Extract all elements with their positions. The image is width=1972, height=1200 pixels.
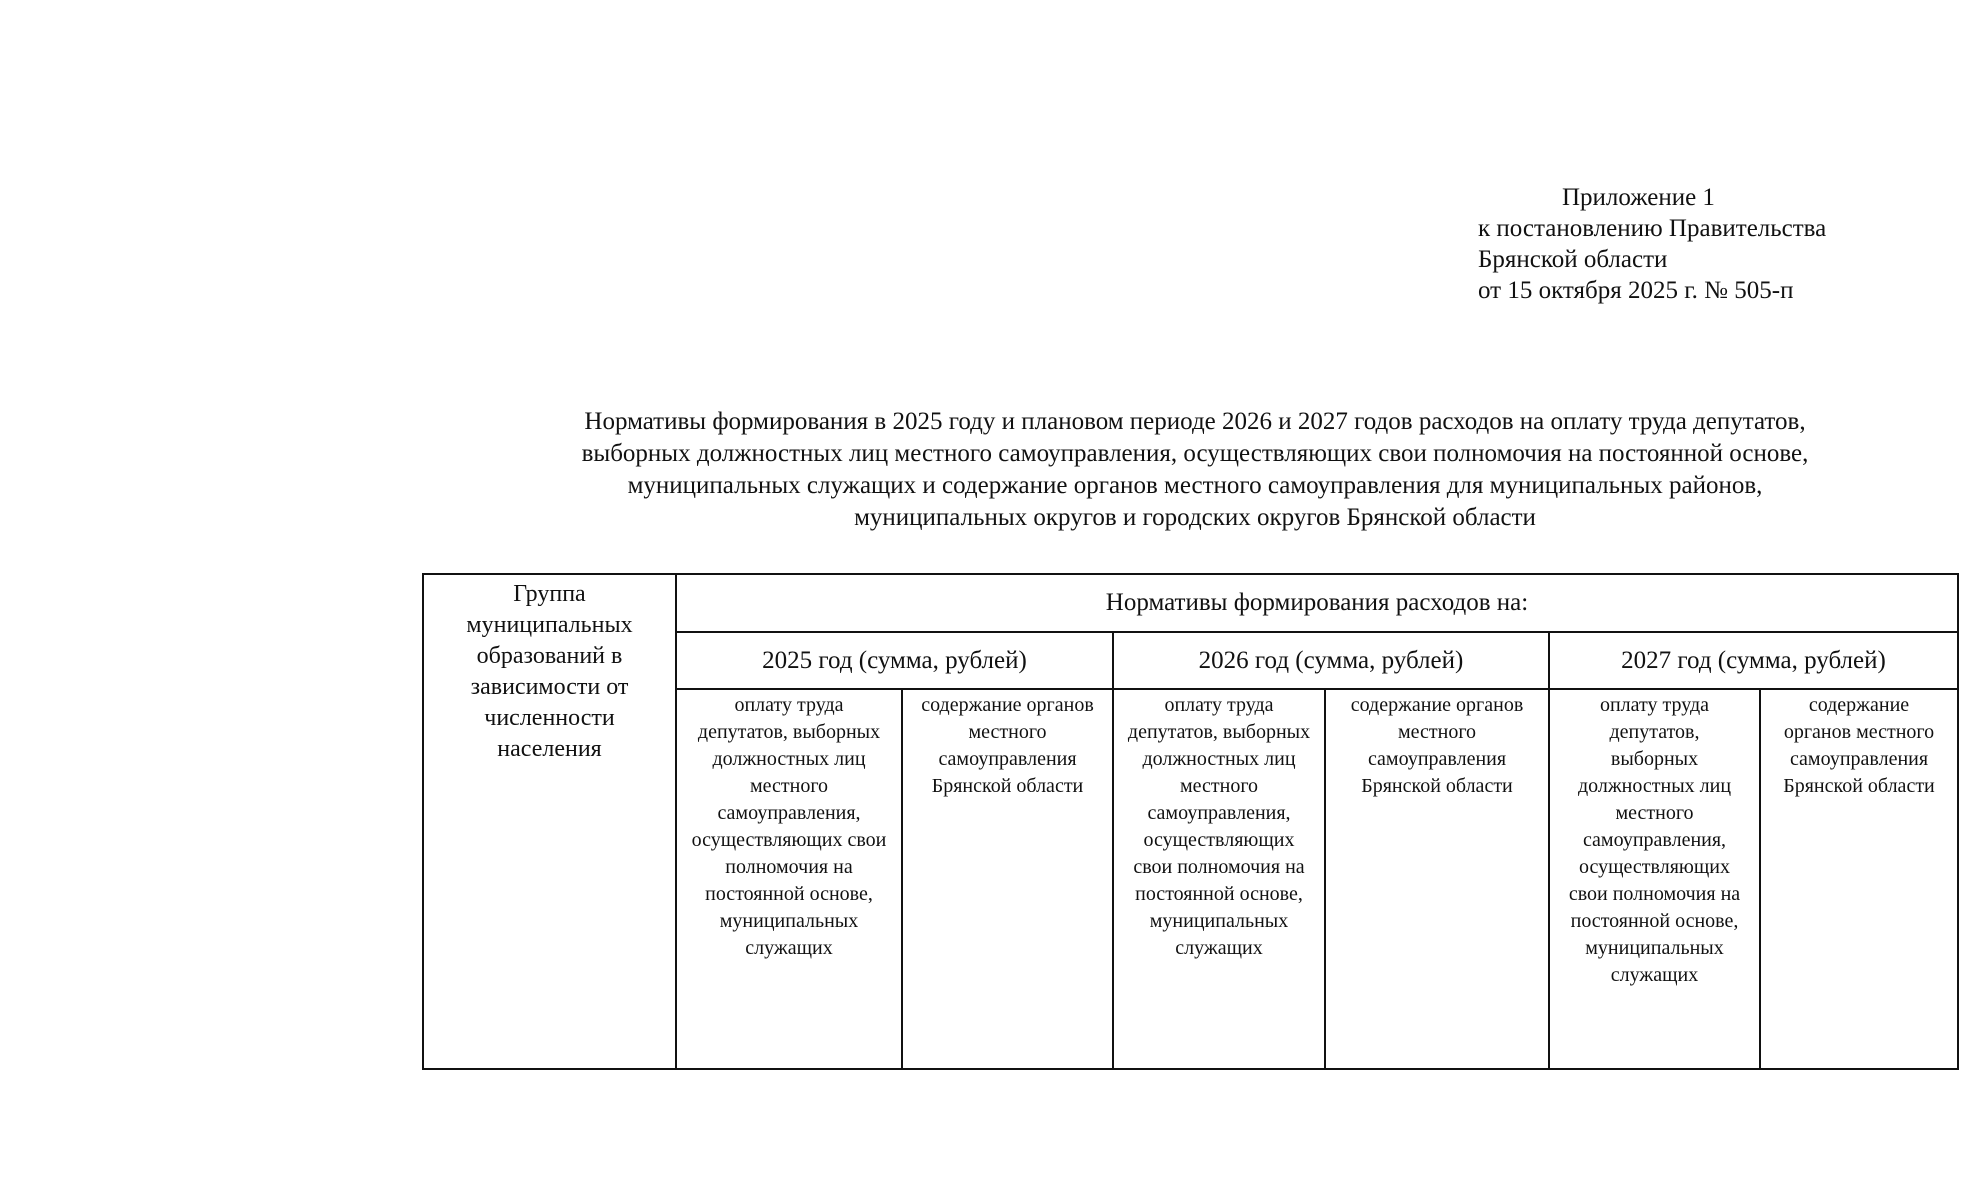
column-upkeep-text: содержание органов местного самоуправления Брянской области [1783,694,1935,797]
document-title-line: муниципальных служащих и содержание органов местного самоуправления для муниципальных районов, [627,472,1763,499]
column-pay-2025 [676,689,902,1069]
year-header-label: 2027 год (сумма, рублей) [1621,646,1886,674]
column-upkeep-text: содержание органов местного самоуправления Брянской области [1350,694,1524,797]
column-pay-text: оплату труда депутатов, выборных должностных лиц местного самоуправления, осуществляющих свои полномочия на постоянной основе, муниципальных служащих [1127,694,1311,959]
appendix-date-number-line: от 15 октября 2025 г. № 505-п [1478,277,1794,304]
main-header-cell [676,574,1958,632]
norms-table [422,573,1959,1070]
group-header-cell [423,574,676,1069]
year-header-label: 2025 год (сумма, рублей) [762,646,1027,674]
year-header-label: 2026 год (сумма, рублей) [1198,646,1464,674]
column-upkeep-2027 [1760,689,1958,1069]
column-upkeep-2026 [1325,689,1549,1069]
column-pay-2026 [1113,689,1325,1069]
column-pay-2027 [1549,689,1760,1069]
year-header-2027 [1549,632,1958,689]
appendix-resolution-line: к постановлению Правительства [1478,215,1827,242]
column-upkeep-text: содержание органов местного самоуправления Брянской области [921,694,1094,797]
year-header-2026 [1113,632,1549,689]
document-title-line: выборных должностных лиц местного самоуправления, осуществляющих свои полномочия на постоянной основе, [581,440,1809,467]
appendix-block [1478,182,1826,306]
main-header-text: Нормативы формирования расходов на: [1105,589,1529,616]
column-pay-text: оплату труда депутатов, выборных должностных лиц местного самоуправления, осуществляющих свои полномочия на постоянной основе, муниципальных служащих [1568,694,1741,986]
document-title-line: муниципальных округов и городских округов Брянской области [854,504,1536,531]
appendix-title: Приложение 1 [1562,184,1715,211]
year-header-2025 [676,632,1113,689]
column-pay-text: оплату труда депутатов, выборных должностных лиц местного самоуправления, осуществляющих свои полномочия на постоянной основе, муниципальных служащих [691,694,887,959]
appendix-region-line: Брянской области [1478,246,1668,273]
group-header-text: Группа муниципальных образований в зависимости от численности населения [466,581,633,762]
document-title-line: Нормативы формирования в 2025 году и плановом периоде 2026 и 2027 годов расходов на оплату труда депутатов, [584,408,1806,435]
document-title [470,406,1920,534]
column-upkeep-2025 [902,689,1113,1069]
